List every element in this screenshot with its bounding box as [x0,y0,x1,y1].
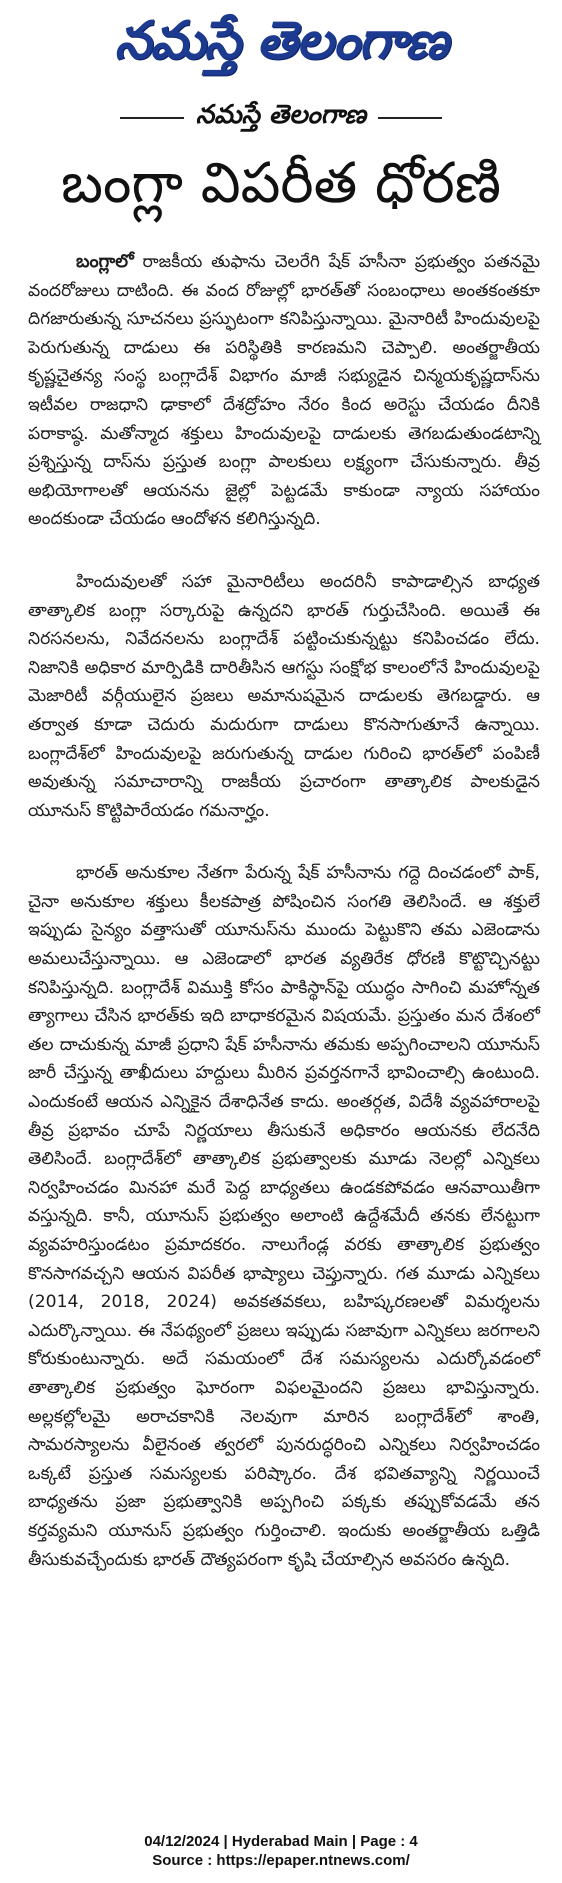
masthead [0,6,562,88]
article-paragraph-3 [28,859,540,1574]
section-tag [120,96,442,140]
right-rule [378,117,442,119]
article-body [28,248,540,1608]
source-line: Source : https://epaper.ntnews.com/ [152,1852,410,1869]
lead-word: బంగ్లాలో [76,251,134,272]
section-tag-text: నమస్తే తెలంగాణ [195,100,367,130]
article-headline: బంగ్లా విపరీత ధోరణి [61,151,501,216]
newspaper-logo: నమస్తే తెలంగాణ [114,10,448,71]
paragraph-text: రాజకీయ తుఫాను చెలరేగి షేక్ హసీనా ప్రభుత్వం పతనమై వందరోజులు దాటింది. ఈ వంద రోజుల్లో భారత్‌తో సంబంధాలు అంతకంతకూ దిగజారుతున్న సూచనలు ప్రస్ఫుటంగా కనిపిస్తున్నాయి. మైనారిటీ హిందువులపై పెరుగుతున్న దాడులు ఈ పరిస్థితికి కారణమని చెప్పాలి. అంతర్జాతీయ కృష్ణచైతన్య సంస్థ బంగ్లాదేశ్ విభాగం మాజీ సభ్యుడైన చిన్మయకృష్ణదాస్‌ను ఇటీవల రాజధాని ఢాకాలో దేశద్రోహం నేరం కింద అరెస్టు చేయడం దీనికి పరాకాష్ఠ. మతోన్మాద శక్తులు హిందువులపై దాడులకు తెగబడుతుండటాన్ని ప్రశ్నిస్తున్న దాస్‌ను ప్రస్తుత బంగ్లా పాలకులు లక్ష్యంగా చేసుకున్నారు. తీవ్ర అభియోగాలతో ఆయనను జైల్లో పెట్టడమే కాకుండా న్యాయ సహాయం అందకుండా చేయడం ఆందోళన కలిగిస్తున్నది. [28,252,540,530]
article-paragraph-1 [28,248,540,534]
paragraph-text: భారత్ అనుకూల నేతగా పేరున్న షేక్ హసీనాను గద్దె దించడంలో పాక్, చైనా అనుకూల శక్తులు కీలకపాత్ర పోషించిన సంగతి తెలిసిందే. ఆ శక్తులే ఇప్పుడు సైన్యం వత్తాసుతో యూనుస్‌ను ముందు పెట్టుకొని తమ ఎజెండాను అమలుచేస్తున్నాయి. ఆ ఎజెండాలో భారత వ్యతిరేక ధోరణి కొట్టొచ్చినట్టు కనిపిస్తున్నది. బంగ్లాదేశ్ విముక్తి కోసం పాకిస్థాన్‌పై యుద్ధం సాగించి మహోన్నత త్యాగాలు చేసిన భారత్‌కు ఇది బాధాకరమైన విషయమే. ప్రస్తుతం మన దేశంలో తల దాచుకున్న మాజీ ప్రధాని షేక్ హసీనాను తమకు అప్పగించాలని యూనుస్ జారీ చేస్తున్న తాఖీదులు హద్దులు మీరిన ప్రవర్తనగానే భావించాల్సి ఉంటుంది. ఎందుకంటే ఆయన ఎన్నికైన దేశాధినేత కాదు. అంతర్గత, విదేశీ వ్యవహారాలపై తీవ్ర ప్రభావం చూపే నిర్ణయాలు తీసుకునే అధికారం ఆయనకు లేదనేది తెలిసిందే. బంగ్లాదేశ్‌లో తాత్కాలిక ప్రభుత్వాలకు మూడు నెలల్లో ఎన్నికలు నిర్వహించడం మినహా మరే పెద్ద బాధ్యతలు ఉండకపోవడం ఆనవాయితీగా వస్తున్నది. కానీ, యూనుస్ ప్రభుత్వం అలాంటి ఉద్దేశమేదీ తనకు లేనట్టుగా వ్యవహరిస్తుండటం ప్రమాదకరం. నాలుగేండ్ల వరకు తాత్కాలిక ప్రభుత్వం కొనసాగవచ్చని ఆయన విపరీత భాష్యాలు చెప్తున్నారు. గత మూడు ఎన్నికలు (2014, 2018, 2024) అవకతవకలు, బహిష్కరణలతో విమర్శలను ఎదుర్కొన్నాయి. ఈ నేపథ్యంలో ప్రజలు ఇప్పుడు సజావుగా ఎన్నికలు జరగాలని కోరుకుంటున్నారు. అదే సమయంలో దేశ సమస్యలను ఎదుర్కోవడంలో తాత్కాలిక ప్రభుత్వం ఘోరంగా విఫలమైందని ప్రజలు భావిస్తున్నారు. అల్లకల్లోలమై అరాచకానికి నెలవుగా మారిన బంగ్లాదేశ్‌లో శాంతి, సామరస్యాలను వీలైనంత త్వరలో పునరుద్ధరించి ఎన్నికలు నిర్వహించడం ఒక్కటే ప్రస్తుత సమస్యలకు పరిష్కారం. దేశ భవితవ్యాన్ని నిర్ణయించే బాధ్యతను ప్రజా ప్రభుత్వానికి అప్పగించి పక్కకు తప్పుకోవడమే తన కర్తవ్యమని యూనుస్ ప్రభుత్వం గుర్తించాలి. ఇందుకు అంతర్జాతీయ ఒత్తిడి తీసుకువచ్చేందుకు భారత్ దౌత్యపరంగా కృషి చేయాల్సిన అవసరం ఉన్నది. [28,863,540,1570]
paragraph-text: హిందువులతో సహా మైనారిటీలు అందరినీ కాపాడాల్సిన బాధ్యత తాత్కాలిక బంగ్లా సర్కారుపై ఉన్నదని భారత్ గుర్తుచేసింది. అయితే ఈ నిరసనలను, నివేదనలను బంగ్లాదేశ్ పట్టించుకున్నట్టు కనిపించడం లేదు. నిజానికి అధికార మార్పిడికి దారితీసిన ఆగస్టు సంక్షోభ కాలంలోనే హిందువులపై మెజారిటీ వర్గీయులైన ప్రజలు అమానుషమైన దాడులకు తెగబడ్డారు. ఆ తర్వాత కూడా చెదురు మదురుగా దాడులు కొనసాగుతూనే ఉన్నాయి. బంగ్లాదేశ్‌లో హిందువులపై జరుగుతున్న దాడుల గురించి భారత్‌లో పంపిణీ అవుతున్న సమాచారాన్ని రాజకీయ ప్రచారంగా తాత్కాలిక పాలకుడైన యూనుస్ కొట్టిపారేయడం గమనార్హం. [28,571,540,821]
page-footer [0,1832,562,1870]
edition-info: 04/12/2024 | Hyderabad Main | Page : 4 [144,1833,418,1850]
article-paragraph-2 [28,568,540,825]
left-rule [120,117,184,119]
